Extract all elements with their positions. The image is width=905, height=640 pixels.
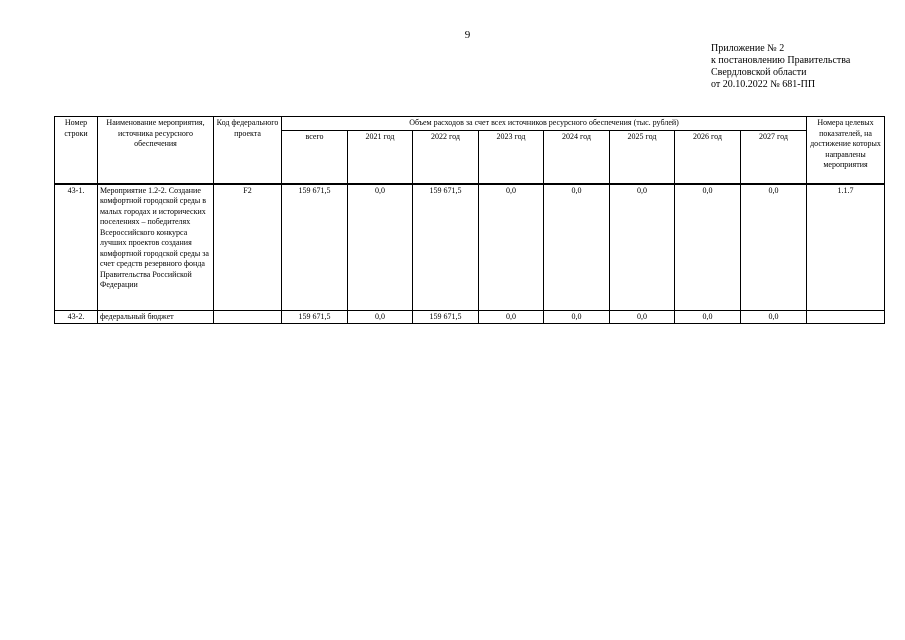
row-year-value: 0,0 [544, 310, 610, 324]
header-total: всего [282, 130, 348, 184]
header-year: 2024 год [544, 130, 610, 184]
row-total: 159 671,5 [282, 184, 348, 311]
appendix-title: Приложение № 2 [711, 43, 785, 54]
header-name: Наименование мероприятия, источника ресурсного обеспечения [98, 117, 214, 184]
header-year: 2026 год [675, 130, 741, 184]
row-year-value: 0,0 [479, 184, 544, 311]
row-year-value: 0,0 [741, 310, 807, 324]
header-code: Код федерального проекта [214, 117, 282, 184]
header-targets: Номера целевых показателей, на достижение которых направлены мероприятия [807, 117, 885, 184]
header-year: 2021 год [348, 130, 413, 184]
row-targets: 1.1.7 [807, 184, 885, 311]
page-number: 9 [464, 29, 471, 41]
appendix-date: от 20.10.2022 № 681-ПП [711, 79, 816, 90]
appendix-region: Свердловской области [711, 67, 807, 78]
header-row-number: Номер строки [55, 117, 98, 184]
row-year-value: 0,0 [348, 184, 413, 311]
row-year-value: 0,0 [675, 184, 741, 311]
header-year: 2023 год [479, 130, 544, 184]
row-year-value: 0,0 [675, 310, 741, 324]
row-number: 43-2. [55, 310, 98, 324]
header-row-top [55, 117, 885, 131]
row-year-value: 0,0 [610, 310, 675, 324]
row-targets [807, 310, 885, 324]
row-year-value: 159 671,5 [413, 310, 479, 324]
header-year: 2027 год [741, 130, 807, 184]
row-year-value: 0,0 [544, 184, 610, 311]
row-year-value: 0,0 [479, 310, 544, 324]
row-code: F2 [214, 184, 282, 311]
row-code [214, 310, 282, 324]
row-name: федеральный бюджет [98, 310, 214, 324]
row-name: Мероприятие 1.2-2. Создание комфортной городской среды в малых городах и исторических поселениях – победителях Всероссийского конкурса лучших проектов создания комфортной городской среды за счет средств резервного фонда Правительства Российской Федерации [98, 184, 214, 311]
table-row [55, 184, 885, 311]
header-year: 2025 год [610, 130, 675, 184]
header-volume: Объем расходов за счет всех источников ресурсного обеспечения (тыс. рублей) [282, 117, 807, 131]
appendix-resolution: к постановлению Правительства [711, 55, 851, 66]
row-total: 159 671,5 [282, 310, 348, 324]
expenses-table [54, 116, 885, 324]
header-year: 2022 год [413, 130, 479, 184]
row-year-value: 0,0 [348, 310, 413, 324]
appendix-block [711, 43, 850, 91]
table-row [55, 310, 885, 324]
row-year-value: 0,0 [741, 184, 807, 311]
row-number: 43-1. [55, 184, 98, 311]
row-year-value: 0,0 [610, 184, 675, 311]
row-year-value: 159 671,5 [413, 184, 479, 311]
